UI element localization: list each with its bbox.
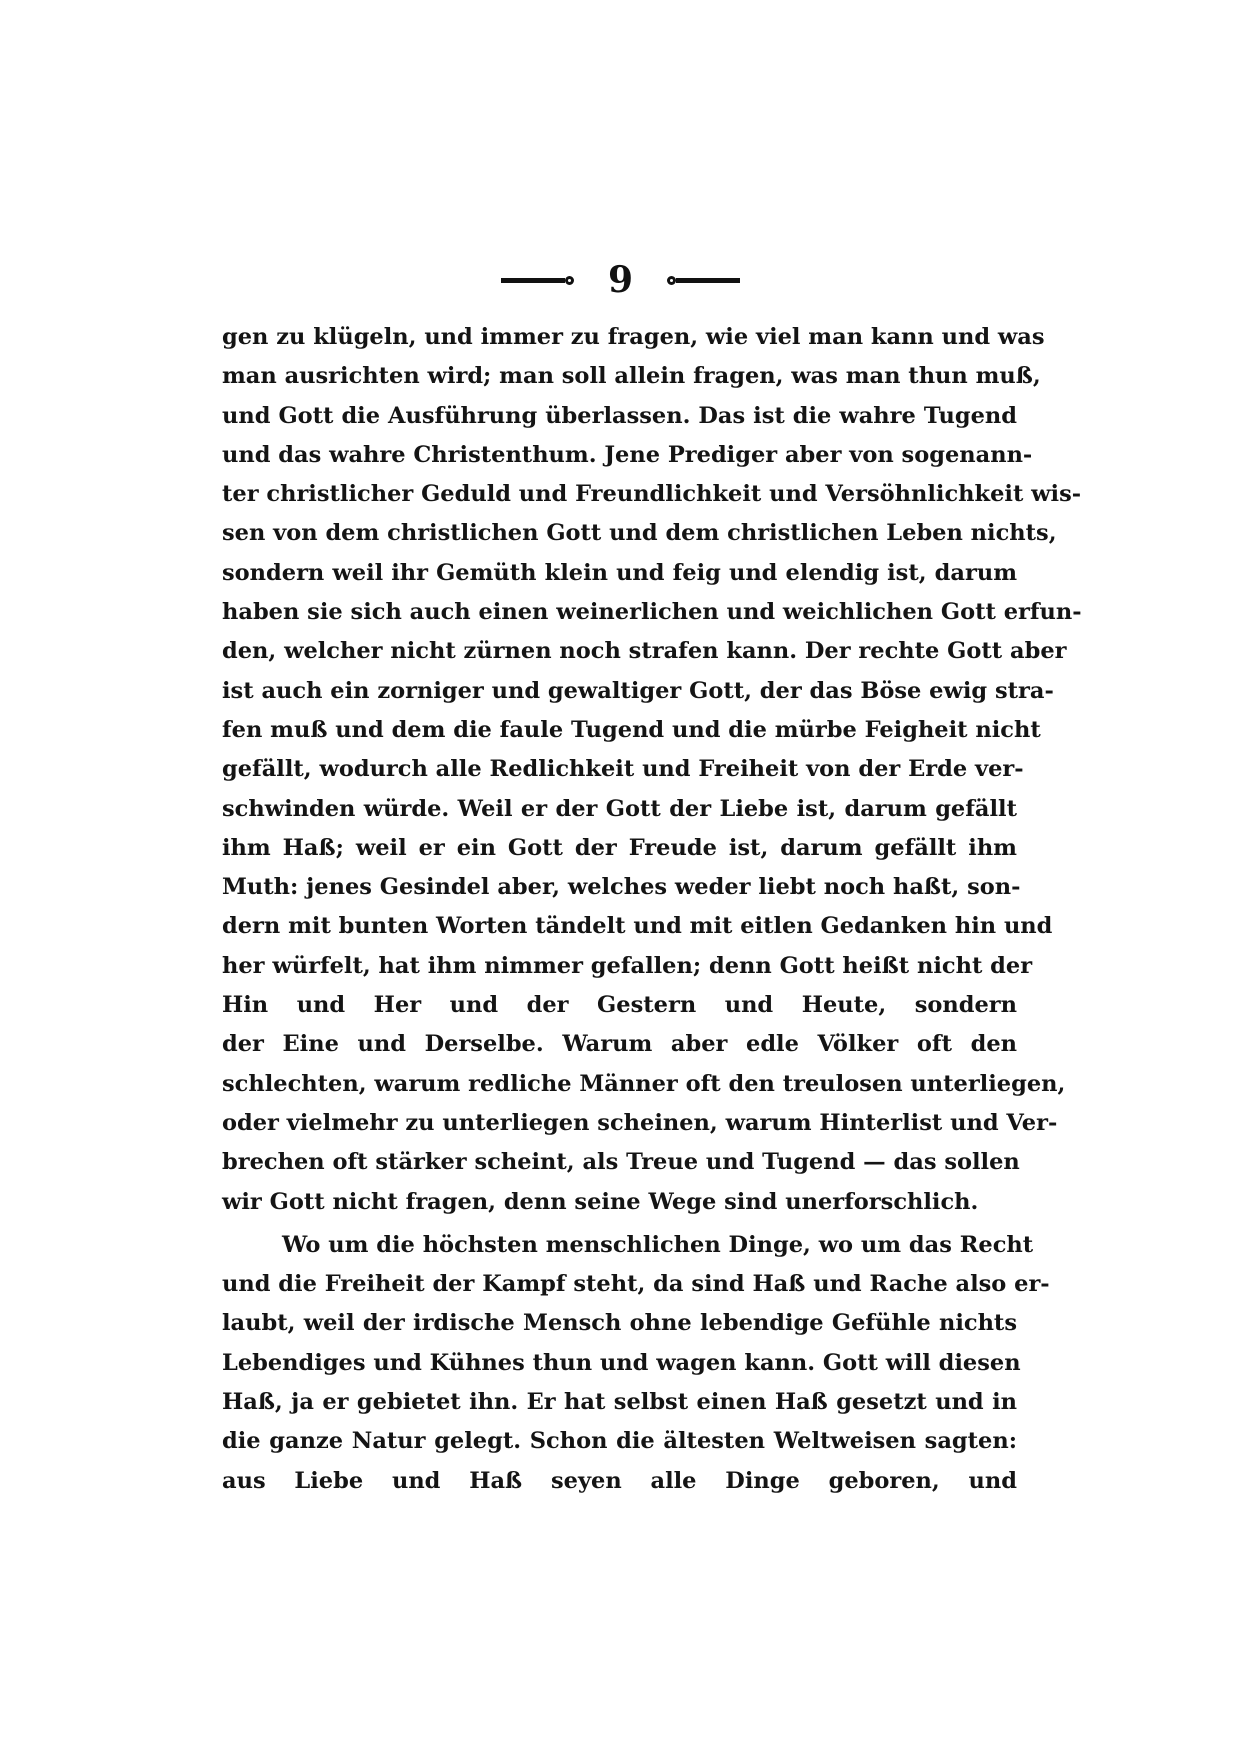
text-line: sondern weil ihr Gemüth klein und feig und elendig ist, darum <box>222 559 1017 586</box>
right-ornament-rule <box>667 276 740 285</box>
text-line: und das wahre Christenthum. Jene Prediger aber von sogenann- <box>222 441 1033 468</box>
text-line: brechen oft stärker scheint, als Treue und Tugend — das sollen <box>222 1149 1020 1176</box>
text-line: der Eine und Derselbe. Warum aber edle Völker oft den <box>222 1031 1017 1058</box>
text-line: Wo um die höchsten menschlichen Dinge, wo um das Recht <box>282 1231 1034 1258</box>
text-line: und die Freiheit der Kampf steht, da sind Haß und Rache also er- <box>222 1271 1050 1298</box>
text-line: her würfelt, hat ihm nimmer gefallen; denn Gott heißt nicht der <box>222 952 1033 979</box>
paragraph-1 <box>222 318 1082 1222</box>
text-line: man ausrichten wird; man soll allein fragen, was man thun muß, <box>222 363 1041 390</box>
text-line: schwinden würde. Weil er der Gott der Liebe ist, darum gefällt <box>222 795 1017 822</box>
text-line: gefällt, wodurch alle Redlichkeit und Freiheit von der Erde ver- <box>222 756 1024 783</box>
page-header <box>0 258 1241 302</box>
text-line: die ganze Natur gelegt. Schon die ältesten Weltweisen sagten: <box>222 1428 1017 1455</box>
left-ornament-rule <box>501 276 574 285</box>
text-line: ter christlicher Geduld und Freundlichkeit und Versöhnlichkeit wis- <box>222 481 1082 508</box>
text-line: und Gott die Ausführung überlassen. Das ist die wahre Tugend <box>222 402 1017 429</box>
text-line: dern mit bunten Worten tändelt und mit eitlen Gedanken hin und <box>222 913 1053 940</box>
paragraph-2 <box>222 1226 1050 1501</box>
text-line: ihm Haß; weil er ein Gott der Freude ist, darum gefällt ihm <box>222 834 1017 861</box>
body-text <box>222 318 1082 1501</box>
text-line: laubt, weil der irdische Mensch ohne lebendige Gefühle nichts <box>222 1310 1017 1337</box>
text-line: den, welcher nicht zürnen noch strafen kann. Der rechte Gott aber <box>222 638 1067 665</box>
text-line: sen von dem christlichen Gott und dem christlichen Leben nichts, <box>222 520 1057 547</box>
text-line: Haß, ja er gebietet ihn. Er hat selbst einen Haß gesetzt und in <box>222 1389 1017 1416</box>
text-line: aus Liebe und Haß seyen alle Dinge geboren, und <box>222 1467 1017 1494</box>
text-line: wir Gott nicht fragen, denn seine Wege sind unerforschlich. <box>222 1188 979 1215</box>
text-line: gen zu klügeln, und immer zu fragen, wie viel man kann und was <box>222 324 1045 350</box>
text-line: ist auch ein zorniger und gewaltiger Gott, der das Böse ewig stra- <box>222 677 1054 704</box>
text-line: Lebendiges und Kühnes thun und wagen kann. Gott will diesen <box>222 1349 1021 1376</box>
text-line: Hin und Her und der Gestern und Heute, sondern <box>222 992 1017 1019</box>
text-line: oder vielmehr zu unterliegen scheinen, warum Hinterlist und Ver- <box>222 1109 1058 1136</box>
text-line: fen muß und dem die faule Tugend und die mürbe Feigheit nicht <box>222 716 1041 743</box>
text-line: Muth: jenes Gesindel aber, welches weder liebt noch haßt, son- <box>222 874 1021 901</box>
text-line: haben sie sich auch einen weinerlichen und weichlichen Gott erfun- <box>222 599 1082 626</box>
text-line: schlechten, warum redliche Männer oft den treulosen unterliegen, <box>222 1070 1066 1097</box>
page-number: 9 <box>607 259 634 301</box>
